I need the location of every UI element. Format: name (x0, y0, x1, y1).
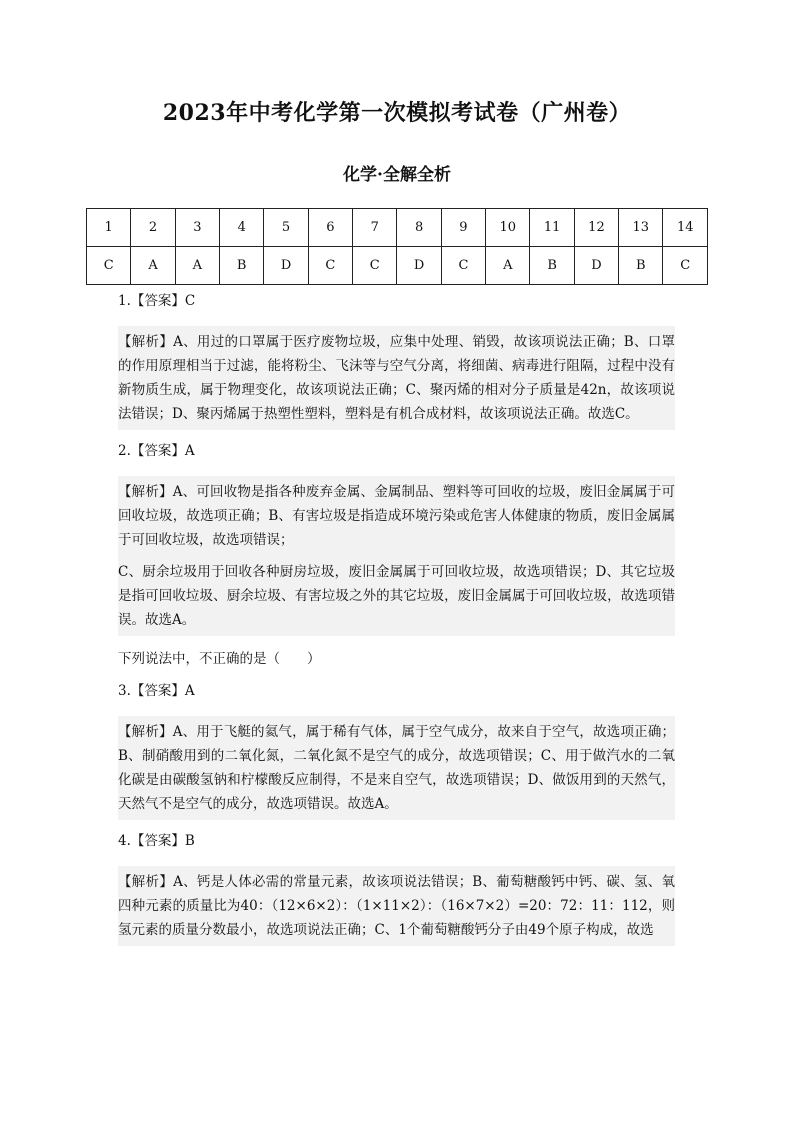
analysis-paragraph: 【解析】A、用过的口罩属于医疗废物垃圾，应集中处理、销毁，故该项说法正确；B、口罩的作用原理相当于过滤，能将粉尘、飞沫等与空气分离，将细菌、病毒进行阻隔，过程中没有新物质生成，属于物理变化，故该项说法正确；C、聚丙烯的相对分子质量是42n，故该项说法错误；D、聚丙烯属于热塑性塑料，塑料是有机合成材料，故该项说法正确。故选C。 (118, 334, 675, 422)
question-number-cell: 12 (574, 209, 618, 247)
answer-line-q1: 1.【答案】C (118, 293, 196, 309)
analysis-paragraph: 【解析】A、可回收物是指各种废弃金属、金属制品、塑料等可回收的垃圾，废旧金属属于可回收垃圾，故选项正确；B、有害垃圾是指造成环境污染或危害人体健康的物质，废旧金属属于可回收垃圾，故选项错误； (118, 484, 675, 548)
answer-table-number-row (87, 209, 708, 247)
question-number-cell: 4 (220, 209, 264, 247)
analysis-paragraph: C、厨余垃圾用于回收各种厨房垃圾，废旧金属属于可回收垃圾，故选项错误；D、其它垃圾是指可回收垃圾、厨余垃圾、有害垃圾之外的其它垃圾，废旧金属属于可回收垃圾，故选项错误。故选A。 (118, 564, 675, 628)
explanations (118, 284, 675, 950)
answer-cell: C (663, 247, 708, 285)
question-number-cell: 7 (353, 209, 397, 247)
answer-cell: A (175, 247, 219, 285)
question-number-cell: 14 (663, 209, 708, 247)
question-number-cell: 9 (441, 209, 485, 247)
question-number-cell: 13 (619, 209, 663, 247)
analysis-paragraph: 【解析】A、用于飞艇的氦气，属于稀有气体，属于空气成分，故来自于空气，故选项正确；B、制硝酸用到的二氧化氮，二氧化氮不是空气的成分，故选项错误；C、用于做汽水的二氧化碳是由碳酸氢钠和柠檬酸反应制得，不是来自空气，故选项错误；D、做饭用到的天然气，天然气不是空气的成分，故选项错误。故选A。 (118, 724, 675, 812)
analysis-block-q1 (118, 326, 675, 430)
page-title: 2023年中考化学第一次模拟考试卷（广州卷） (162, 100, 632, 126)
analysis-block-q3 (118, 716, 675, 820)
question-number-cell: 1 (87, 209, 131, 247)
answer-cell: B (220, 247, 264, 285)
answer-table-answer-row (87, 247, 708, 285)
question-number-cell: 10 (486, 209, 530, 247)
answer-cell: C (308, 247, 352, 285)
answer-cell: C (353, 247, 397, 285)
question-number-cell: 2 (131, 209, 175, 247)
answer-cell: D (264, 247, 308, 285)
question-note: 下列说法中，不正确的是（ ） (118, 651, 321, 667)
question-number-cell: 5 (264, 209, 308, 247)
answer-cell: D (397, 247, 441, 285)
answer-cell: D (574, 247, 618, 285)
answer-line-q3: 3.【答案】A (118, 683, 195, 699)
answer-line-q4: 4.【答案】B (118, 833, 195, 849)
question-number-cell: 8 (397, 209, 441, 247)
answer-cell: C (441, 247, 485, 285)
answer-cell: B (530, 247, 574, 285)
answer-cell: C (87, 247, 131, 285)
question-number-cell: 11 (530, 209, 574, 247)
answer-cell: B (619, 247, 663, 285)
answer-line-q2: 2.【答案】A (118, 443, 195, 459)
question-number-cell: 6 (308, 209, 352, 247)
analysis-block-q2 (118, 476, 675, 636)
analysis-block-q4 (118, 866, 675, 946)
question-number-cell: 3 (175, 209, 219, 247)
page-subtitle: 化学·全解全析 (343, 165, 451, 185)
answer-cell: A (131, 247, 175, 285)
answer-table (86, 208, 708, 285)
analysis-paragraph: 【解析】A、钙是人体必需的常量元素，故该项说法错误；B、葡萄糖酸钙中钙、碳、氢、氧四种元素的质量比为40：（12×6×2）：（1×11×2）：（16×7×2）=20：72：11：112，则氢元素的质量分数最小，故选项说法正确；C、1个葡萄糖酸钙分子由49个原子构成，故选 (118, 874, 675, 938)
answer-cell: A (486, 247, 530, 285)
